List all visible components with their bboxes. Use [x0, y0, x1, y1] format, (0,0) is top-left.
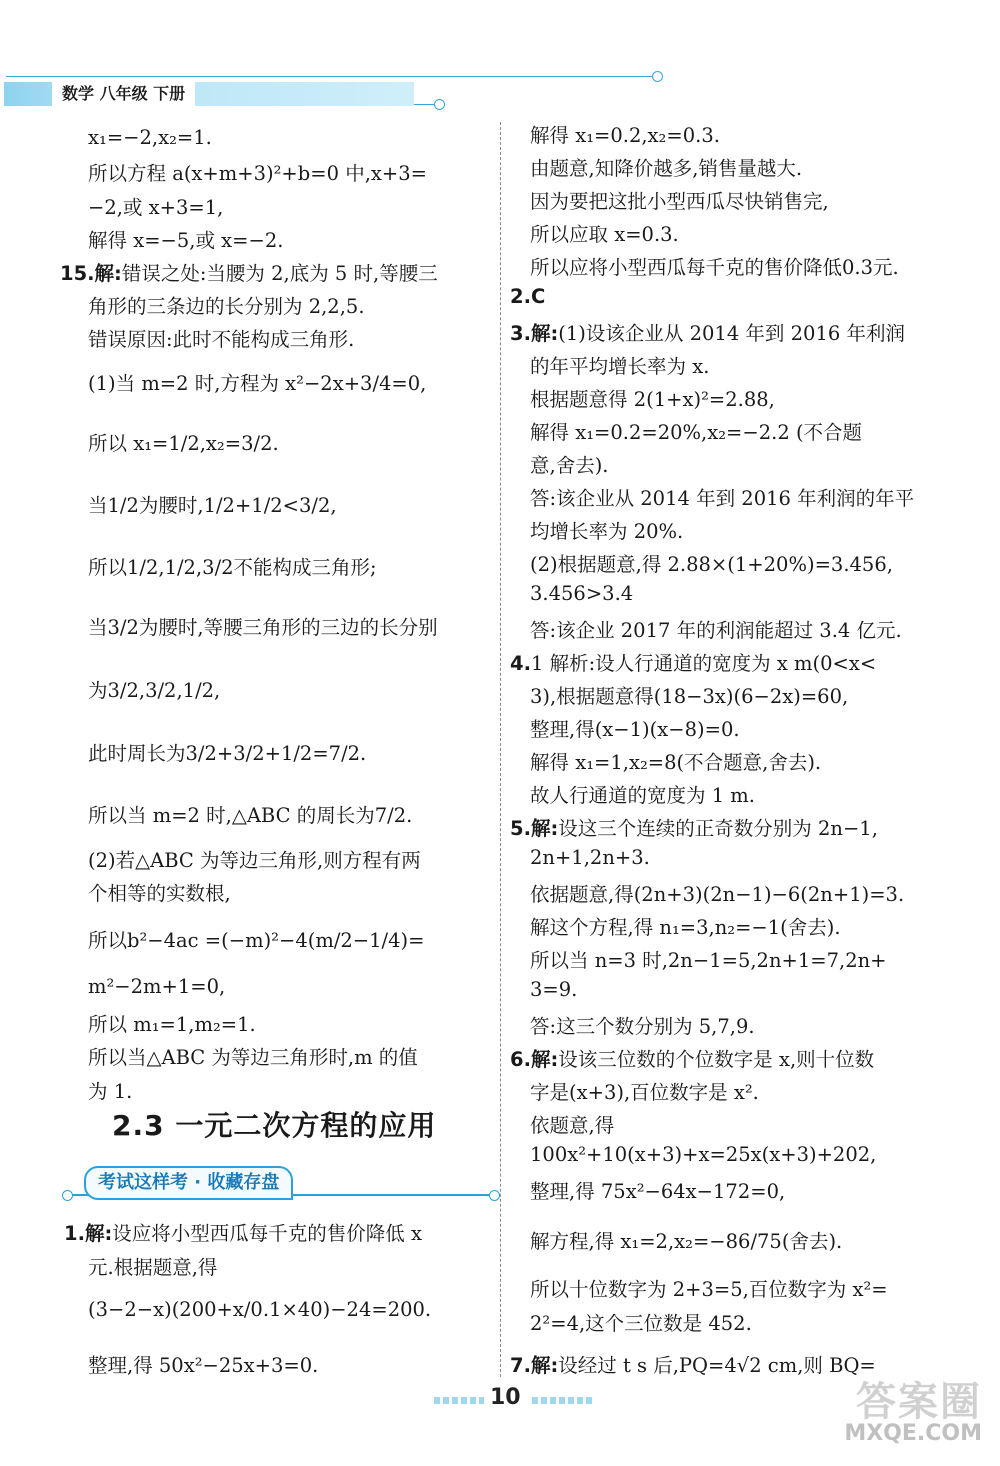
question-5 [510, 813, 878, 841]
text-line: 解方程,得 x₁=2,x₂=−86/75(舍去). [530, 1230, 843, 1253]
text-line: 因为要把这批小型西瓜尽快销售完, [530, 190, 829, 213]
text-line: 整理,得 50x²−25x+3=0. [88, 1354, 319, 1377]
text-line: 错误原因:此时不能构成三角形. [88, 328, 355, 351]
text-line: 所以1/2,1/2,3/2不能构成三角形; [88, 556, 377, 579]
text-line: 设这三个连续的正奇数分别为 2n−1, [558, 817, 878, 840]
text-line: 角形的三条边的长分别为 2,2,5. [88, 295, 365, 318]
left-column [0, 0, 495, 1466]
question-number: 3.解: [510, 322, 559, 345]
question-6 [510, 1044, 874, 1072]
footer-decoration-right [532, 1397, 592, 1404]
text-line: 2²=4,这个三位数是 452. [530, 1312, 752, 1335]
text-line: 所以 m₁=1,m₂=1. [88, 1013, 256, 1036]
question-number: 5.解: [510, 817, 559, 840]
text-line: 所以当 m=2 时,△ABC 的周长为7/2. [88, 804, 413, 827]
watermark-url: MXQE.COM [844, 1421, 982, 1446]
question-7 [510, 1350, 876, 1378]
question-number: 7.解: [510, 1354, 559, 1377]
text-line: 意,舍去). [530, 454, 609, 477]
text-line: 3=9. [530, 978, 578, 1001]
text-line: 个相等的实数根, [88, 882, 231, 905]
text-line: 答:该企业 2017 年的利润能超过 3.4 亿元. [530, 619, 902, 642]
text-line: 所以十位数字为 2+3=5,百位数字为 x²= [530, 1278, 888, 1301]
text-line: 所以b²−4ac =(−m)²−4(m/2−1/4)= [88, 929, 425, 952]
question-2-answer: 2.C [510, 285, 546, 308]
text-line: 解得 x₁=0.2=20%,x₂=−2.2 (不合题 [530, 421, 863, 444]
text-line: 解这个方程,得 n₁=3,n₂=−1(舍去). [530, 916, 841, 939]
question-3 [510, 318, 905, 346]
question-1 [64, 1218, 422, 1246]
text-line: 解得 x=−5,或 x=−2. [88, 229, 284, 252]
text-line: 解得 x₁=0.2,x₂=0.3. [530, 124, 720, 147]
text-line: 的年平均增长率为 x. [530, 355, 710, 378]
text-line: 3.456>3.4 [530, 582, 634, 605]
text-line: (2)根据题意,得 2.88×(1+20%)=3.456, [530, 553, 893, 576]
text-line: 整理,得(x−1)(x−8)=0. [530, 718, 740, 741]
text-line: (1)设该企业从 2014 年到 2016 年利润 [558, 322, 905, 345]
text-line: 此时周长为3/2+3/2+1/2=7/2. [88, 742, 367, 765]
banner-rule-dot-left [62, 1190, 73, 1201]
text-line: 由题意,知降价越多,销售量越大. [530, 157, 803, 180]
text-line: 答:这三个数分别为 5,7,9. [530, 1015, 755, 1038]
column-divider [500, 122, 501, 1377]
text-line: 解得 x₁=1,x₂=8(不合题意,舍去). [530, 751, 822, 774]
text-line: 100x²+10(x+3)+x=25x(x+3)+202, [530, 1143, 877, 1166]
question-number: 1.解: [64, 1222, 113, 1245]
text-line: 当1/2为腰时,1/2+1/2<3/2, [88, 494, 337, 517]
text-line: 故人行通道的宽度为 1 m. [530, 784, 755, 807]
banner-rule-dot-right [489, 1190, 500, 1201]
text-line: 所以当 n=3 时,2n−1=5,2n+1=7,2n+ [530, 949, 887, 972]
right-column [505, 0, 1000, 1466]
text-line: 设应将小型西瓜每千克的售价降低 x [112, 1222, 422, 1245]
text-line: 答:该企业从 2014 年到 2016 年利润的年平 [530, 487, 915, 510]
section-title: 2.3 一元二次方程的应用 [112, 1109, 437, 1142]
question-number: 15.解: [60, 262, 122, 285]
text-line: 错误之处:当腰为 2,底为 5 时,等腰三 [121, 262, 438, 285]
text-line: 设该三位数的个位数字是 x,则十位数 [558, 1048, 875, 1071]
text-line: 根据题意得 2(1+x)²=2.88, [530, 388, 775, 411]
watermark-logo [844, 1370, 982, 1446]
text-line: 整理,得 75x²−64x−172=0, [530, 1180, 786, 1203]
text-line: 所以方程 a(x+m+3)²+b=0 中,x+3= [88, 162, 427, 185]
text-line: (3−2−x)(200+x/0.1×40)−24=200. [88, 1298, 432, 1321]
text-line: 所以 x₁=1/2,x₂=3/2. [88, 432, 279, 455]
text-line: 所以当△ABC 为等边三角形时,m 的值 [88, 1046, 418, 1069]
text-line: 所以应将小型西瓜每千克的售价降低0.3元. [530, 256, 899, 279]
text-line: 所以应取 x=0.3. [530, 223, 679, 246]
text-line: 1 解析:设人行通道的宽度为 x m(0<x< [530, 652, 877, 675]
text-line: 为3/2,3/2,1/2, [88, 679, 221, 702]
text-line: 为 1. [88, 1080, 133, 1103]
text-line: −2,或 x+3=1, [88, 196, 224, 219]
footer-decoration-left [434, 1397, 484, 1404]
text-line: 设经过 t s 后,PQ=4√2 cm,则 BQ= [558, 1354, 876, 1377]
question-15 [60, 258, 438, 286]
page-number: 10 [490, 1385, 521, 1410]
text-line: (2)若△ABC 为等边三角形,则方程有两 [88, 849, 421, 872]
text-line: 依据题意,得(2n+3)(2n−1)−6(2n+1)=3. [530, 883, 905, 906]
text-line: m²−2m+1=0, [88, 975, 226, 998]
text-line: 元.根据题意,得 [88, 1256, 218, 1279]
watermark-text: 答案圈 [856, 1379, 982, 1425]
text-line: 均增长率为 20%. [530, 520, 684, 543]
text-line: x₁=−2,x₂=1. [88, 126, 212, 149]
text-line: (1)当 m=2 时,方程为 x²−2x+3/4=0, [88, 372, 427, 395]
text-line: 3),根据题意得(18−3x)(6−2x)=60, [530, 685, 849, 708]
text-line: 依题意,得 [530, 1114, 615, 1137]
text-line: 2n+1,2n+3. [530, 846, 650, 869]
exam-banner: 考试这样考 · 收藏存盘 [84, 1166, 293, 1200]
question-4 [510, 648, 876, 676]
text-line: 字是(x+3),百位数字是 x². [530, 1081, 759, 1104]
text-line: 当3/2为腰时,等腰三角形的三边的长分别 [88, 616, 438, 639]
question-number: 4. [510, 652, 531, 675]
question-number: 6.解: [510, 1048, 559, 1071]
book-title: 数学 八年级 下册 [52, 82, 195, 106]
